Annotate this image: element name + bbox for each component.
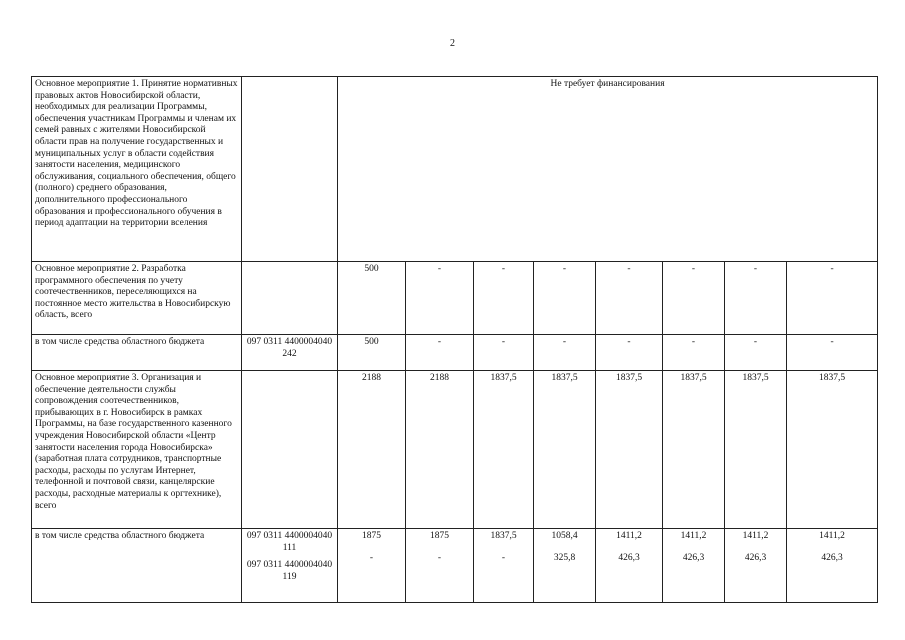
value-cell (787, 529, 878, 603)
measure-description: Основное мероприятие 3. Организация и обеспечение деятельности службы сопровождения соотечественников, прибывающих в г. Новосибирск в рамках Программы, на базе государственного казенного учреждения Новосибирской области «Центр занятости населения города Новосибирска» (заработная плата сотрудников, транспортные расходы, расходы по услугам Интернет, телефонной и почтовой связи, канцелярские расходы, расходные материалы к оргтехнике), всего (32, 371, 242, 529)
value-cell: 1837,5 (725, 371, 787, 529)
table-row (32, 335, 878, 371)
no-funding-note: Не требует финансирования (338, 77, 878, 262)
kbk-code: 097 0311 4400004040 119 (246, 560, 333, 582)
value-cell (474, 529, 534, 603)
measure-description: Основное мероприятие 2. Разработка программного обеспечения по учету соотечественников, переселяющихся на постоянное место жительства в Новосибирскую область, всего (32, 262, 242, 335)
value-cell (596, 529, 663, 603)
value-cell: 500 (338, 335, 406, 371)
table-row (32, 371, 878, 529)
kbk-cell (242, 77, 338, 262)
value-cell: - (725, 335, 787, 371)
value-line: 1837,5 (490, 531, 517, 541)
value-line: 426,3 (618, 552, 640, 563)
budget-table (31, 76, 878, 603)
value-cell: 1837,5 (663, 371, 725, 529)
measure-description: в том числе средства областного бюджета (32, 335, 242, 371)
value-cell: 2188 (406, 371, 474, 529)
table-row (32, 77, 878, 262)
value-line: 426,3 (821, 552, 843, 563)
value-line: 1411,2 (680, 531, 707, 541)
value-line: 1411,2 (819, 531, 845, 541)
value-cell: - (787, 262, 878, 335)
value-cell (338, 529, 406, 603)
value-line: 1875 (362, 531, 381, 541)
value-line: 1875 (430, 531, 449, 541)
value-cell: 1837,5 (474, 371, 534, 529)
value-line: - (501, 552, 506, 563)
kbk-cell (242, 371, 338, 529)
measure-description: в том числе средства областного бюджета (32, 529, 242, 603)
value-line: 1411,2 (616, 531, 642, 541)
value-cell: - (534, 262, 596, 335)
value-cell: 2188 (338, 371, 406, 529)
value-line: 426,3 (744, 552, 767, 563)
value-cell: 1837,5 (534, 371, 596, 529)
value-cell: - (663, 262, 725, 335)
kbk-cell (242, 529, 338, 603)
kbk-code: 097 0311 4400004040 111 (246, 531, 333, 553)
value-cell: - (663, 335, 725, 371)
value-cell: - (474, 262, 534, 335)
value-cell: - (596, 262, 663, 335)
value-cell: 1837,5 (596, 371, 663, 529)
value-cell: 1837,5 (787, 371, 878, 529)
value-cell (663, 529, 725, 603)
value-line: 1058,4 (551, 531, 578, 541)
measure-description: Основное мероприятие 1. Принятие нормативных правовых актов Новосибирской области, необходимых для реализации Программы, обеспечения участникам Программы и членам их семей равных с жителями Новосибирской области прав на получение государственных и муниципальных услуг в области содействия занятости населения, медицинского обслуживания, социального обеспечения, общего (полного) среднего образования, дополнительного профессионального образования и профессионального обучения в период адаптации на территории вселения (32, 77, 242, 262)
value-cell: - (474, 335, 534, 371)
value-cell (534, 529, 596, 603)
kbk-cell (242, 262, 338, 335)
kbk-cell: 097 0311 4400004040 242 (242, 335, 338, 371)
value-cell: - (534, 335, 596, 371)
value-cell: - (406, 335, 474, 371)
value-cell: - (725, 262, 787, 335)
value-cell (725, 529, 787, 603)
page-number: 2 (450, 38, 455, 49)
table-row (32, 529, 878, 603)
value-line: - (437, 552, 442, 563)
table-row (32, 262, 878, 335)
value-cell: - (406, 262, 474, 335)
value-line: - (369, 552, 374, 563)
value-line: 426,3 (682, 552, 705, 563)
value-cell (406, 529, 474, 603)
value-cell: - (787, 335, 878, 371)
value-cell: - (596, 335, 663, 371)
value-line: 325,8 (553, 552, 576, 563)
value-line: 1411,2 (742, 531, 769, 541)
value-cell: 500 (338, 262, 406, 335)
